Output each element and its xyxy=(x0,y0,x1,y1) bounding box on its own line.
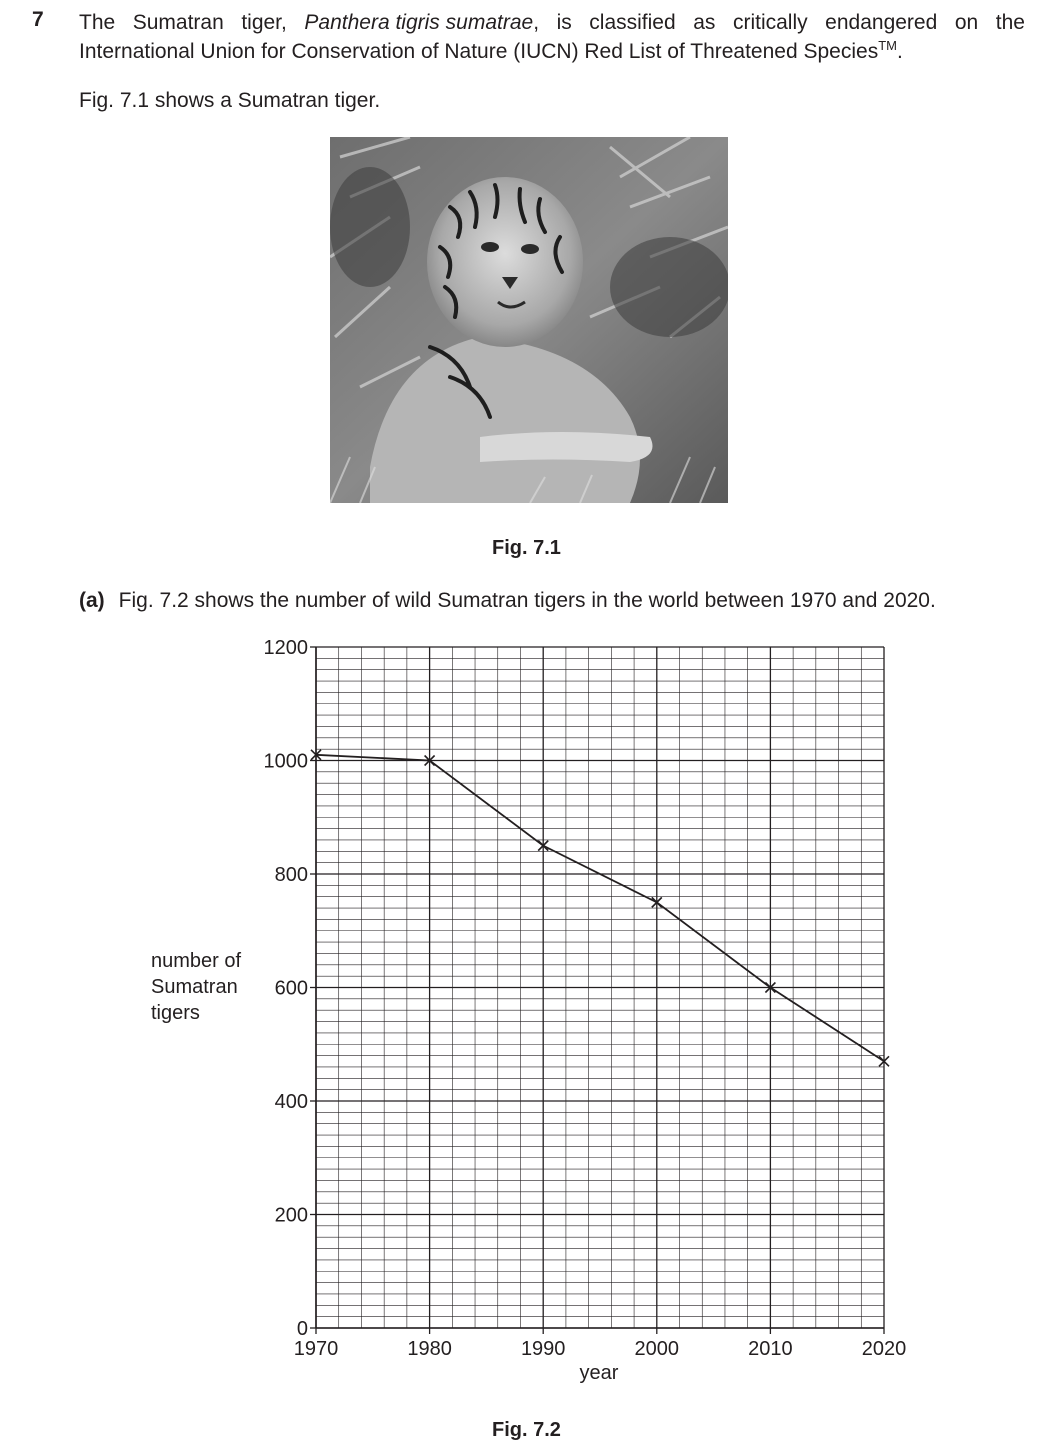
intro-word: the xyxy=(995,11,1025,34)
trademark-superscript: TM xyxy=(878,38,897,53)
y-tick-label: 1000 xyxy=(263,750,308,773)
x-tick-label: 2010 xyxy=(748,1338,793,1360)
intro-word: The xyxy=(79,11,116,34)
y-tick-label: 200 xyxy=(274,1204,308,1227)
intro-word: classified xyxy=(589,11,676,34)
intro-word: as xyxy=(693,11,716,34)
intro-comma: , xyxy=(533,11,540,34)
fig-7-2-caption: Fig. 7.2 xyxy=(492,1419,561,1441)
fig-7-1-caption: Fig. 7.1 xyxy=(492,537,561,559)
question-number: 7 xyxy=(32,8,44,31)
part-a-label: (a) xyxy=(79,589,105,612)
x-tick-label: 1970 xyxy=(293,1338,339,1360)
y-tick-label: 400 xyxy=(274,1091,308,1113)
fig-7-1-intro: Fig. 7.1 shows a Sumatran tiger. xyxy=(79,89,381,112)
species-latin-text: Panthera tigris sumatrae xyxy=(304,11,534,34)
x-tick-label: 1980 xyxy=(407,1338,452,1360)
tick-labels xyxy=(264,637,907,1360)
intro-word: is xyxy=(556,11,572,34)
y-tick-label: 800 xyxy=(274,864,308,886)
y-axis-label-line: number of xyxy=(151,950,242,972)
intro-word: tiger, xyxy=(241,11,287,34)
x-tick-label: 2020 xyxy=(861,1338,907,1360)
intro-word: Sumatran xyxy=(132,11,224,34)
y-tick-label: 1200 xyxy=(263,637,308,659)
y-axis-label-line: tigers xyxy=(151,1002,200,1024)
x-tick-label: 1990 xyxy=(520,1338,566,1360)
intro-word: endangered xyxy=(825,11,938,34)
x-axis-label: year xyxy=(579,1362,619,1384)
x-tick-label: 2000 xyxy=(634,1338,680,1360)
intro-line-2-text: International Union for Conservation of Nature (IUCN) Red List of Threatened Species xyxy=(79,40,879,63)
y-tick-label: 0 xyxy=(296,1318,308,1340)
intro-word: on xyxy=(954,11,979,34)
intro-word: critically xyxy=(732,11,808,34)
y-axis-label-line: Sumatran xyxy=(151,976,238,998)
intro-line-2-period: . xyxy=(896,40,903,63)
part-a-text: Fig. 7.2 shows the number of wild Sumatran tigers in the world between 1970 and 2020. xyxy=(118,589,936,612)
y-tick-label: 600 xyxy=(274,977,308,1000)
